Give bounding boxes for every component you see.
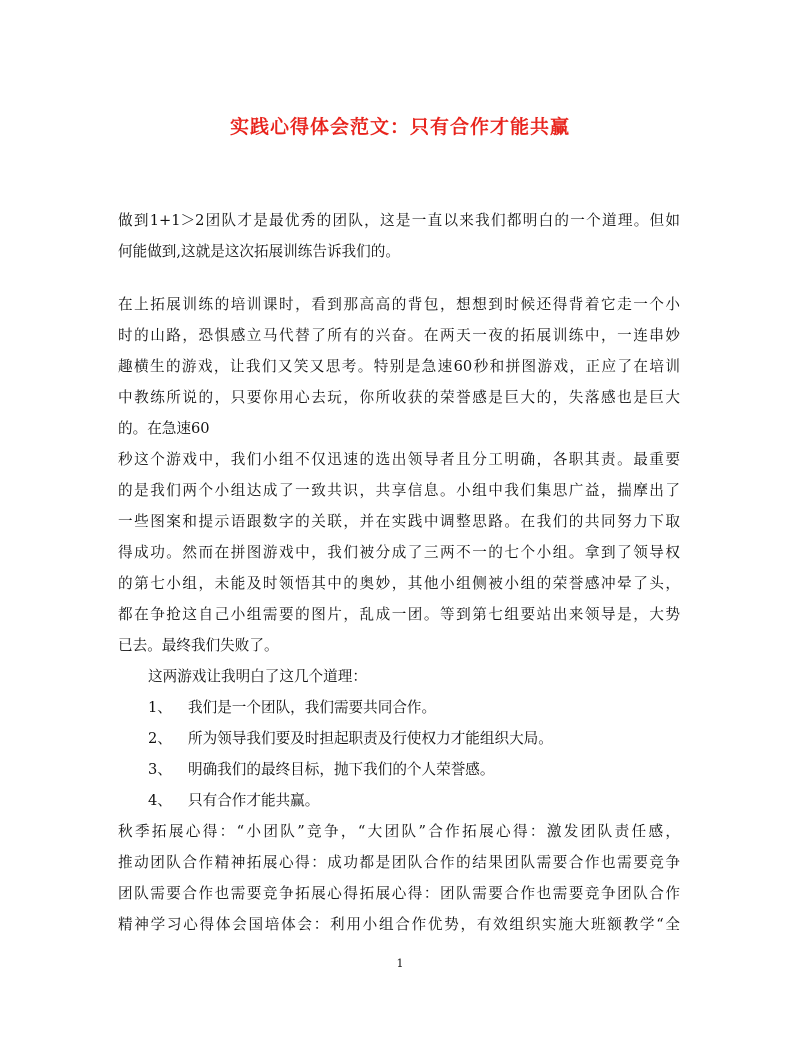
text-line: 时的山路，恐惧感立马代替了所有的兴奋。在两天一夜的拓展训练中，一连串妙 xyxy=(118,327,680,344)
text-line: 的是我们两个小组达成了一致共识，共享信息。小组中我们集思广益，揣摩出了 xyxy=(118,482,680,499)
text-line: 的。在急速60 xyxy=(118,420,210,437)
page-number: 1 xyxy=(396,957,404,970)
list-number: 4、 xyxy=(148,792,172,809)
text-line: 趣横生的游戏，让我们又笑又思考。特别是急速60秒和拼图游戏，正应了在培训 xyxy=(118,358,680,375)
text-line: 团队需要合作也需要竞争拓展心得拓展心得：团队需要合作也需要竞争团队合作 xyxy=(118,885,680,902)
list-text: 我们是一个团队，我们需要共同合作。 xyxy=(188,699,437,716)
text-line: 精神学习心得体会国培体会：利用小组合作优势，有效组织实施大班额教学“全 xyxy=(118,916,680,933)
text-line: 做到1+1＞2团队才是最优秀的团队，这是一直以来我们都明白的一个道理。但如 xyxy=(118,212,680,229)
list-item xyxy=(118,692,680,723)
paragraph-1 xyxy=(118,205,680,267)
text-line: 何能做到,这就是这次拓展训练告诉我们的。 xyxy=(118,243,400,260)
paragraph-2 xyxy=(118,289,680,940)
list-item xyxy=(118,785,680,816)
list-number: 3、 xyxy=(148,761,172,778)
list-item xyxy=(118,754,680,785)
text-line: 秋季拓展心得：“小团队”竞争，“大团队”合作拓展心得：激发团队责任感， xyxy=(118,823,680,840)
text-line: 的第七小组，未能及时领悟其中的奥妙，其他小组侧被小组的荣誉感冲晕了头， xyxy=(118,575,680,592)
list-number: 2、 xyxy=(148,730,172,747)
document-title: 实践心得体会范文：只有合作才能共赢 xyxy=(229,116,570,138)
text-line: 中教练所说的，只要你用心去玩，你所收获的荣誉感是巨大的，失落感也是巨大 xyxy=(118,389,680,406)
text-line: 都在争抢这自己小组需要的图片，乱成一团。等到第七组要站出来领导是，大势 xyxy=(118,606,680,623)
text-line: 在上拓展训练的培训课时，看到那高高的背包，想想到时候还得背着它走一个小 xyxy=(118,296,680,313)
list-item xyxy=(118,723,680,754)
text-line: 已去。最终我们失败了。 xyxy=(118,637,279,654)
list-text: 只有合作才能共赢。 xyxy=(188,792,320,809)
text-line: 得成功。然而在拼图游戏中，我们被分成了三两不一的七个小组。拿到了领导权 xyxy=(118,544,680,561)
list-text: 明确我们的最终目标，抛下我们的个人荣誉感。 xyxy=(188,761,495,778)
text-line: 秒这个游戏中，我们小组不仅迅速的选出领导者且分工明确，各职其责。最重要 xyxy=(118,451,680,468)
intro-line: 这两游戏让我明白了这几个道理： xyxy=(148,668,367,685)
list-text: 所为领导我们要及时担起职责及行使权力才能组织大局。 xyxy=(188,730,553,747)
text-line: 推动团队合作精神拓展心得：成功都是团队合作的结果团队需要合作也需要竞争 xyxy=(118,854,680,871)
text-line: 一些图案和提示语跟数字的关联，并在实践中调整思路。在我们的共同努力下取 xyxy=(118,513,680,530)
list-number: 1、 xyxy=(148,699,172,716)
